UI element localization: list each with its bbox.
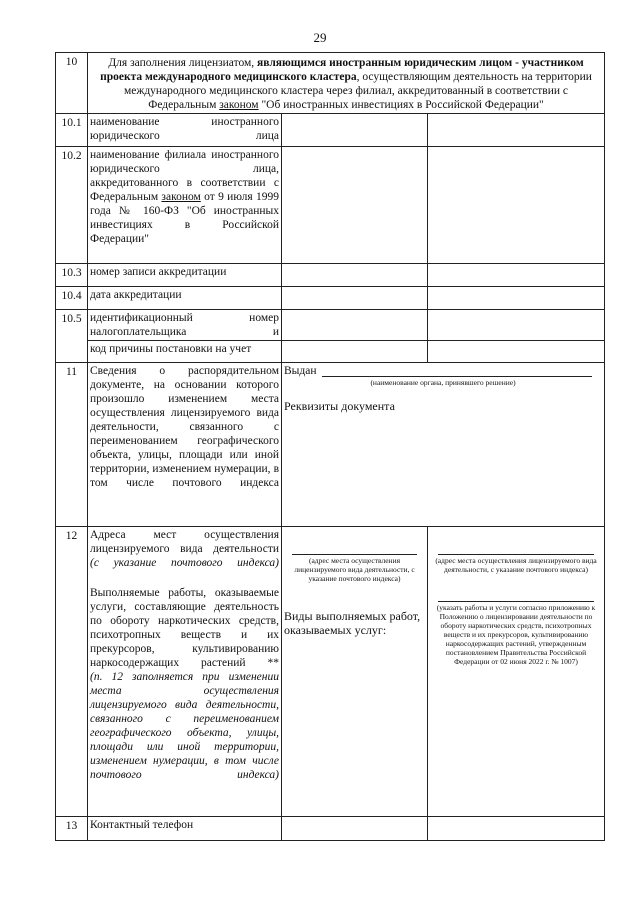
row-label: наименование иностранного юридического лица bbox=[88, 114, 282, 147]
license-form-table bbox=[55, 52, 605, 841]
row-number: 13 bbox=[56, 817, 88, 841]
row-number: 10.4 bbox=[56, 287, 88, 310]
row-10-5 bbox=[56, 310, 605, 341]
document-details-cell[interactable] bbox=[282, 363, 605, 527]
input-cell[interactable] bbox=[282, 147, 428, 264]
works-line[interactable] bbox=[438, 589, 594, 602]
row-12 bbox=[56, 527, 605, 817]
address-line[interactable] bbox=[438, 542, 594, 555]
input-cell[interactable] bbox=[282, 287, 428, 310]
page-number: 29 bbox=[313, 30, 327, 45]
input-cell[interactable] bbox=[282, 310, 428, 341]
row-label: Сведения о распорядительном документе, на основании которого произошло изменением места осуществления лицензируемого вида деятельности, связанного с переименованием географического объекта, улицы, площади или иной территории, изменением нумерации, в том числе почтового индекса bbox=[88, 363, 282, 527]
input-cell[interactable] bbox=[428, 114, 605, 147]
works-label: Виды выполняемых работ, оказываемых услуг: bbox=[284, 609, 421, 637]
input-cell[interactable] bbox=[428, 287, 605, 310]
input-cell[interactable] bbox=[282, 114, 428, 147]
row-number: 11 bbox=[56, 363, 88, 527]
input-cell[interactable] bbox=[428, 264, 605, 287]
input-cell[interactable] bbox=[282, 341, 428, 363]
address-note: (адрес места осуществления лицензируемого вида деятельности, с указание почтового индекса) bbox=[435, 556, 597, 574]
row-label: идентификационный номер налогоплательщика и bbox=[88, 310, 282, 341]
row-number: 10.3 bbox=[56, 264, 88, 287]
address-cell[interactable] bbox=[428, 527, 605, 817]
row-13 bbox=[56, 817, 605, 841]
row-10-5-kpp bbox=[56, 341, 605, 363]
row-10-2 bbox=[56, 147, 605, 264]
input-cell[interactable] bbox=[282, 817, 428, 841]
row-number: 12 bbox=[56, 527, 88, 817]
law-link[interactable]: законом bbox=[161, 191, 201, 203]
row-10-4 bbox=[56, 287, 605, 310]
row-label: номер записи аккредитации bbox=[88, 264, 282, 287]
row-number: 10.2 bbox=[56, 147, 88, 264]
row-label: Адреса мест осуществления лицензируемого вида деятельности (с указание почтового индекса) Выполняемые работы, оказываемые услуги, составляющие деятельность по обороту наркотических средств, психотропных веществ и их прекурсоров, культивированию наркосодержащих растений ** (п. 12 заполняется при изменении места осуществления лицензируемого вида деятельности, связанного с переименованием географического объекта, улицы, площади или иной территории, изменением нумерации, в том числе почтового индекса) bbox=[88, 527, 282, 817]
law-link[interactable]: законом bbox=[219, 99, 259, 111]
row-number: 10 bbox=[56, 53, 88, 114]
row-label: наименование филиала иностранного юридического лица, аккредитованного в соответствии с Федеральным законом от 9 июля 1999 года № 160-ФЗ "Об иностранных инвестициях в Российской Федерации" bbox=[88, 147, 282, 264]
input-cell[interactable] bbox=[282, 264, 428, 287]
row-number: 10.1 bbox=[56, 114, 88, 147]
requisites-label: Реквизиты документа bbox=[284, 399, 395, 413]
issued-label: Выдан bbox=[284, 365, 317, 377]
issued-line[interactable] bbox=[322, 376, 592, 377]
address-note: (адрес места осуществления лицензируемого вида деятельности, с указание почтового индекса) bbox=[294, 556, 415, 583]
row-number: 10.5 bbox=[56, 310, 88, 363]
address-cell[interactable] bbox=[282, 527, 428, 817]
row-label: дата аккредитации bbox=[88, 287, 282, 310]
issued-note: (наименование органа, принявшего решение) bbox=[370, 378, 516, 387]
section-10-row bbox=[56, 53, 605, 114]
row-10-3 bbox=[56, 264, 605, 287]
input-cell[interactable] bbox=[428, 310, 605, 341]
input-cell[interactable] bbox=[428, 147, 605, 264]
works-note: (указать работы и услуги согласно приложению к Положению о лицензировании деятельности по обороту наркотических средств, психотропных веществ и их прекурсоров, культивированию наркосодержащих растений, утвержденным постановлением Правительства Российской Федерации от 02 июня 2022 г. № 1007) bbox=[436, 603, 596, 666]
row-11 bbox=[56, 363, 605, 527]
row-label: код причины постановки на учет bbox=[88, 341, 282, 363]
row-label: Контактный телефон bbox=[88, 817, 282, 841]
section-10-heading: Для заполнения лицензиатом, являющимся иностранным юридическим лицом - участником проекта международного медицинского кластера, осуществляющим деятельность на территории международного медицинского кластера через филиал, аккредитованный в соответствии с Федеральным законом "Об иностранных инвестициях в Российской Федерации" bbox=[88, 53, 605, 114]
input-cell[interactable] bbox=[428, 341, 605, 363]
row-10-1 bbox=[56, 114, 605, 147]
address-line[interactable] bbox=[292, 542, 417, 555]
input-cell[interactable] bbox=[428, 817, 605, 841]
